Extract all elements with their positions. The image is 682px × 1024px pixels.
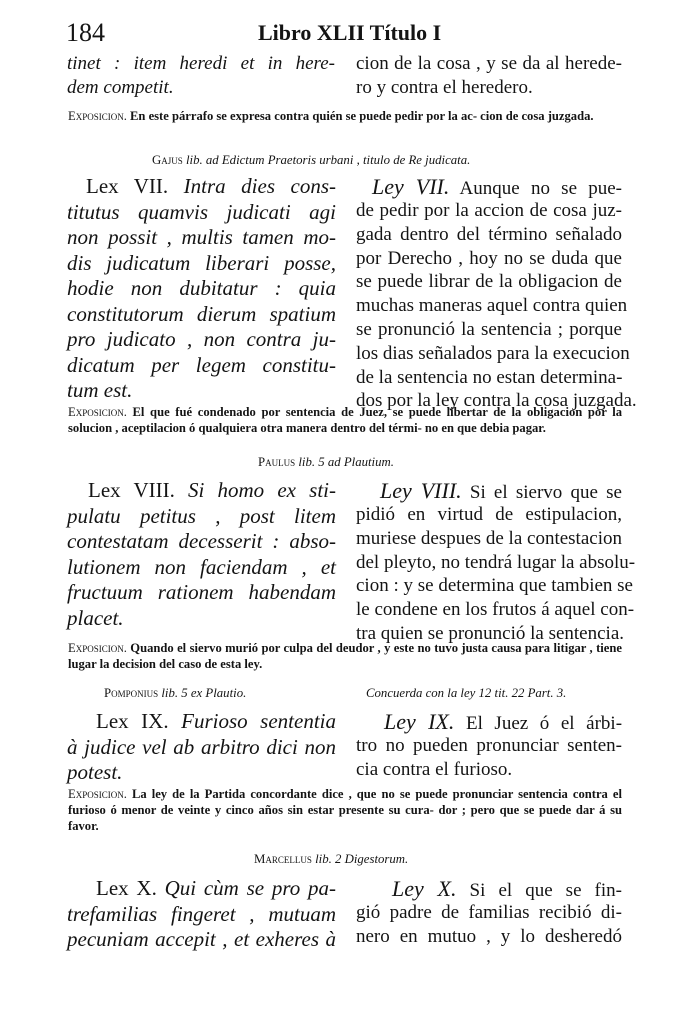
- ley-heading: Ley X.: [392, 876, 457, 901]
- spanish-line: los dias señalados para la execucion: [356, 342, 630, 364]
- latin-line: pro judicato , non contra ju-: [67, 327, 336, 351]
- source-text: lib. 5 ex Plautio.: [161, 686, 247, 700]
- latin-line: Lex VIII. Si homo ex sti-: [88, 478, 336, 502]
- spanish-law-9: [384, 710, 622, 736]
- latin-line: à judice vel ab arbitro dici non: [67, 734, 336, 759]
- latin-line: dicatum per legem constitu-: [67, 352, 336, 377]
- spanish-line: le condene en los frutos á aquel con-: [356, 599, 635, 621]
- ley-heading: Ley VII.: [372, 174, 450, 199]
- ley-heading: Ley IX.: [384, 709, 455, 734]
- latin-law-8-body: [67, 504, 336, 632]
- exposicion-text: El que fué condenado por sentencia de Juez, se puede libertar de la obligacion por la solucion , aceptilacion ó qualquiera otra manera dentro del térmi- no en que debia pagar.: [68, 405, 622, 435]
- spanish-line: cia contra el furioso.: [356, 758, 513, 780]
- spanish-line: cion : y se determina que tambien se: [356, 575, 633, 597]
- exposicion-label: Exposicion.: [68, 787, 127, 801]
- source-text: lib. 5 ad Plautium.: [298, 455, 394, 469]
- latin-law-8: [88, 478, 336, 504]
- spanish-line: por Derecho , hoy no se duda que: [356, 247, 622, 269]
- latin-law-7: [86, 174, 336, 200]
- exposicion-label: Exposicion.: [68, 641, 127, 655]
- page-number: 184: [66, 18, 105, 47]
- spanish-line: tro no pueden pronunciar senten-: [356, 735, 622, 756]
- latin-law-10-body: [67, 902, 336, 953]
- latin-line: Lex X. Qui cùm se pro pa-: [96, 876, 336, 900]
- lex-heading: Lex VII.: [86, 174, 169, 198]
- latin-line: constitutorum dierum spatium: [67, 301, 336, 326]
- exposicion-text: Quando el siervo murió por culpa del deudor , y este no tuvo justa causa para litigar , tiene lugar la decision del caso de esta ley.: [68, 641, 622, 671]
- exposicion-paragraph: [68, 786, 622, 834]
- spanish-continuation: [356, 52, 622, 99]
- spanish-law-8-body: [356, 503, 636, 646]
- exposicion-paragraph: [68, 108, 622, 124]
- latin-line: potest.: [67, 760, 123, 784]
- latin-line: contestatam decesserit : abso-: [67, 529, 336, 553]
- latin-line: dem competit.: [67, 76, 174, 98]
- latin-line: titutus quamvis judicati agi: [67, 199, 336, 224]
- spanish-line: Ley IX. El Juez ó el árbi-: [384, 709, 623, 734]
- spanish-line: Ley VII. Aunque no se pue-: [372, 174, 623, 199]
- latin-line: Lex IX. Furioso sententia: [96, 709, 337, 733]
- latin-law-10: [96, 876, 336, 902]
- concordance-note: [366, 685, 626, 701]
- source-text: lib. ad Edictum Praetoris urbani , titulo de Re judicata.: [185, 153, 471, 167]
- spanish-line: Ley VIII. Si el siervo que se: [380, 478, 622, 503]
- spanish-law-8: [380, 479, 622, 505]
- spanish-line: Ley X. Si el que se fin-: [392, 876, 622, 901]
- spanish-line: se pronunció la sentencia ; porque: [356, 318, 622, 340]
- latin-line: fructuum rationem habendam: [67, 580, 336, 604]
- exposicion-label: Exposicion.: [68, 109, 127, 123]
- latin-law-9: [96, 709, 336, 735]
- spanish-line: ro y contra el heredero.: [356, 76, 533, 98]
- exposicion-label: Exposicion.: [68, 405, 127, 419]
- latin-line: lutionem non faciendam , et: [67, 554, 336, 579]
- latin-line: dis judicatum liberari posse,: [67, 250, 336, 275]
- spanish-law-7-body: [356, 199, 637, 413]
- running-title: Libro XLII Título I: [258, 20, 442, 45]
- latin-law-7-body: [67, 200, 336, 404]
- latin-line: non possit , multis tamen mo-: [67, 225, 336, 249]
- spanish-law-9-body: [356, 734, 622, 782]
- spanish-line: nero en mutuo , y lo desheredó: [356, 925, 622, 947]
- exposicion-text: La ley de la Partida concordante dice , que no se puede pronunciar sentencia contra el furioso ó menor de veinte y cinco años sin estar presente su cura- dor ; pero que se puede dar á su favor.: [68, 787, 622, 833]
- source-citation: [104, 685, 334, 701]
- spanish-line: de pedir por la accion de cosa juz-: [356, 200, 622, 221]
- spanish-line: cion de la cosa , y se da al herede-: [356, 53, 622, 74]
- latin-law-9-body: [67, 735, 336, 786]
- exposicion-paragraph: [68, 404, 622, 436]
- source-citation: [152, 152, 612, 168]
- source-author: Pomponius: [104, 686, 159, 700]
- lex-heading: Lex X.: [96, 876, 157, 900]
- spanish-line: muriese despues de la contestacion: [356, 527, 622, 549]
- spanish-law-7: [372, 175, 622, 201]
- spanish-line: dos por la ley contra la cosa juzgada.: [356, 390, 637, 412]
- source-author: Marcellus: [254, 852, 312, 866]
- latin-line: hodie non dubitatur : quia: [67, 276, 336, 300]
- spanish-line: gada dentro del término señalado: [356, 223, 622, 245]
- source-citation: [258, 454, 618, 470]
- latin-line: tum est.: [67, 378, 133, 402]
- spanish-line: del pleyto, no tendrá lugar la absolu-: [356, 551, 636, 573]
- spanish-line: gió padre de familias recibió di-: [356, 902, 622, 923]
- latin-continuation: [67, 52, 335, 99]
- spanish-line: se puede librar de la obligacion de: [356, 271, 622, 293]
- latin-line: pulatu petitus , post litem: [67, 503, 336, 528]
- latin-line: trefamilias fingeret , mutuam: [67, 901, 336, 926]
- exposicion-text: En este párrafo se expresa contra quién se puede pedir por la ac- cion de cosa juzgada.: [130, 109, 594, 123]
- spanish-line: de la sentencia no estan determina-: [356, 366, 623, 388]
- latin-line: tinet : item heredi et in here-: [67, 53, 335, 74]
- source-citation: [254, 851, 614, 867]
- lex-heading: Lex VIII.: [88, 478, 175, 502]
- source-author: Paulus: [258, 455, 296, 469]
- source-author: Gajus: [152, 153, 183, 167]
- spanish-line: muchas maneras aquel contra quien: [356, 295, 628, 317]
- spanish-law-10-body: [356, 901, 622, 949]
- spanish-law-10: [392, 877, 622, 903]
- latin-line: pecuniam accepit , et exheres à: [67, 927, 336, 951]
- source-text: lib. 2 Digestorum.: [315, 852, 409, 866]
- ley-heading: Ley VIII.: [380, 478, 462, 503]
- concordance-text: Concuerda con la ley 12 tit. 22 Part. 3.: [366, 686, 567, 700]
- lex-heading: Lex IX.: [96, 709, 169, 733]
- spanish-line: tra quien se pronunció la sentencia.: [356, 622, 625, 644]
- exposicion-paragraph: [68, 640, 622, 672]
- spanish-line: pidió en virtud de estipulacion,: [356, 504, 622, 525]
- latin-line: Lex VII. Intra dies cons-: [86, 174, 336, 198]
- latin-line: placet.: [67, 605, 124, 630]
